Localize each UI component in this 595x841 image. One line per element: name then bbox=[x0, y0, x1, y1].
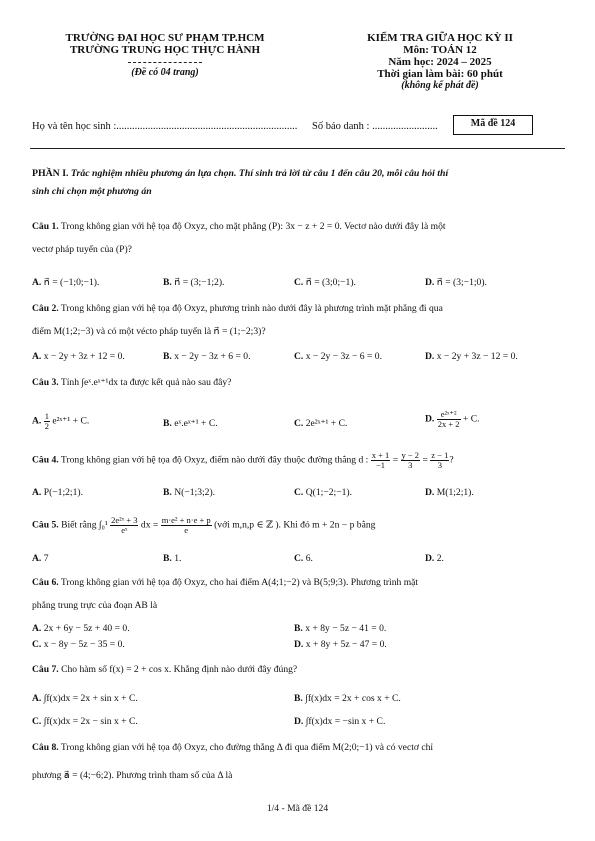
option-letter: A. bbox=[32, 487, 42, 498]
q3-a-fraction bbox=[44, 412, 50, 431]
q1-option-d[interactable] bbox=[425, 277, 487, 289]
q5-fraction-integrand bbox=[110, 516, 138, 535]
option-text: 6. bbox=[305, 553, 313, 564]
option-text: 7 bbox=[43, 553, 49, 564]
q4-fraction-y bbox=[401, 451, 421, 470]
time-note: (không kể phát đề) bbox=[401, 80, 479, 91]
q3-option-b[interactable] bbox=[163, 418, 218, 430]
fraction-numerator: e²ˣ⁺² bbox=[437, 410, 461, 420]
q4-label: Câu 4. bbox=[32, 454, 59, 466]
option-letter: C. bbox=[294, 418, 304, 429]
option-letter: D. bbox=[425, 487, 435, 498]
option-letter: B. bbox=[294, 693, 303, 704]
option-letter: C. bbox=[294, 351, 304, 362]
q5-option-a[interactable] bbox=[32, 553, 49, 565]
q2-label: Câu 2. bbox=[32, 303, 59, 314]
q3-option-c[interactable] bbox=[294, 418, 347, 430]
fraction-denominator: 3 bbox=[408, 460, 413, 470]
q3-text: Tính ∫eˣ.eˣ⁺¹dx ta được kết quả nào sau đây? bbox=[60, 377, 232, 388]
option-text: eˣ.eˣ⁺¹ + C. bbox=[174, 418, 218, 429]
option-text: n⃗ = (3;−1;2). bbox=[174, 277, 225, 288]
q5-label: Câu 5. bbox=[32, 519, 59, 531]
option-text: 1. bbox=[174, 553, 182, 564]
fraction-denominator: e bbox=[184, 525, 189, 535]
q1-text-1: Trong không gian với hệ tọa độ Oxyz, cho mặt phẳng (P): 3x − z + 2 = 0. Vectơ nào dưới đây là một bbox=[60, 221, 446, 232]
q4-option-c[interactable] bbox=[294, 487, 352, 499]
q2-option-c[interactable] bbox=[294, 351, 382, 363]
exam-code-box: Mã đề 124 bbox=[453, 115, 533, 135]
fraction-denominator: 3 bbox=[437, 460, 442, 470]
option-letter: B. bbox=[163, 418, 172, 429]
q1-option-a[interactable] bbox=[32, 277, 99, 289]
q3-option-a[interactable] bbox=[32, 412, 89, 431]
option-text: x + 8y − 5z − 41 = 0. bbox=[305, 623, 387, 634]
exam-time: Thời gian làm bài: 60 phút bbox=[377, 68, 503, 80]
option-text: 2x + 6y − 5z + 40 = 0. bbox=[43, 623, 130, 634]
q6-option-a[interactable] bbox=[32, 623, 130, 635]
student-id-field: Số báo danh : ......................... bbox=[312, 121, 438, 132]
q4-option-a[interactable] bbox=[32, 487, 83, 499]
option-text: + C. bbox=[462, 413, 480, 425]
q5-dx: dx = bbox=[140, 519, 159, 531]
option-text: ∫f(x)dx = 2x + sin x + C. bbox=[43, 693, 138, 704]
q4-fraction-z bbox=[430, 451, 449, 470]
header-divider bbox=[30, 148, 565, 149]
option-text: ∫f(x)dx = 2x − sin x + C. bbox=[43, 716, 138, 727]
fraction-numerator: x + 1 bbox=[371, 450, 390, 460]
option-letter: B. bbox=[294, 623, 303, 634]
q8-label: Câu 8. bbox=[32, 742, 59, 753]
school-year: Năm học: 2024 – 2025 bbox=[388, 56, 492, 68]
option-letter: C. bbox=[294, 553, 304, 564]
fraction-numerator: y − 2 bbox=[401, 450, 420, 460]
q5-option-b[interactable] bbox=[163, 553, 181, 565]
fraction-denominator: −1 bbox=[376, 460, 386, 470]
q1-option-b[interactable] bbox=[163, 277, 224, 289]
q3-option-d[interactable] bbox=[425, 410, 480, 429]
part1-instructions-line2: sinh chỉ chọn một phương án bbox=[32, 186, 152, 197]
question-5 bbox=[32, 516, 592, 535]
fraction-numerator: z − 1 bbox=[431, 450, 449, 460]
fraction-numerator: 1 bbox=[44, 411, 49, 421]
question-1 bbox=[32, 221, 572, 233]
question-6 bbox=[32, 577, 572, 589]
option-text: n⃗ = (3;0;−1). bbox=[305, 277, 356, 288]
q7-option-d[interactable] bbox=[294, 716, 385, 728]
fraction-numerator: m·e² + n·e + p bbox=[161, 515, 211, 525]
q1-text-2: vectơ pháp tuyến của (P)? bbox=[32, 244, 132, 255]
option-text: Q(1;−2;−1). bbox=[305, 487, 352, 498]
q4-option-d[interactable] bbox=[425, 487, 474, 499]
school-name-2: TRƯỜNG TRUNG HỌC THỰC HÀNH bbox=[69, 44, 261, 56]
q2-option-d[interactable] bbox=[425, 351, 518, 363]
q8-text-1: Trong không gian với hệ tọa độ Oxyz, cho đường thẳng Δ đi qua điểm M(2;0;−1) và có vectơ chỉ bbox=[60, 742, 434, 753]
q2-option-b[interactable] bbox=[163, 351, 251, 363]
exam-title: KIỂM TRA GIỮA HỌC KỲ II bbox=[367, 32, 513, 44]
question-3 bbox=[32, 377, 572, 389]
pages-note: (Đề có 04 trang) bbox=[131, 67, 199, 78]
option-letter: D. bbox=[294, 639, 304, 650]
option-letter: C. bbox=[294, 487, 304, 498]
q7-option-b[interactable] bbox=[294, 693, 401, 705]
q6-option-b[interactable] bbox=[294, 623, 386, 635]
option-letter: D. bbox=[425, 277, 435, 288]
option-text: N(−1;3;2). bbox=[174, 487, 216, 498]
question-8 bbox=[32, 742, 572, 754]
option-text: ∫f(x)dx = 2x + cos x + C. bbox=[305, 693, 401, 704]
option-letter: D. bbox=[425, 553, 435, 564]
part1-title: PHẦN I. bbox=[32, 168, 69, 179]
option-text: e²ˣ⁺¹ + C. bbox=[52, 415, 90, 427]
q5-option-c[interactable] bbox=[294, 553, 313, 565]
question-7 bbox=[32, 664, 572, 676]
option-letter: A. bbox=[32, 351, 42, 362]
q6-label: Câu 6. bbox=[32, 577, 59, 588]
option-letter: B. bbox=[163, 351, 172, 362]
q5-text: (với m,n,p ∈ ℤ ). Khi đó m + 2n − p bằng bbox=[214, 519, 376, 531]
q4-text: Trong không gian với hệ tọa độ Oxyz, điểm nào dưới đây thuộc đường thẳng d : bbox=[60, 454, 369, 466]
option-letter: A. bbox=[32, 553, 42, 564]
q4-option-b[interactable] bbox=[163, 487, 215, 499]
q7-label: Câu 7. bbox=[32, 664, 59, 675]
q5-option-d[interactable] bbox=[425, 553, 444, 565]
q6-text-1: Trong không gian với hệ tọa độ Oxyz, cho hai điểm A(4;1;−2) và B(5;9;3). Phương trình mặt bbox=[60, 577, 419, 588]
fraction-numerator: 2e²ˣ + 3 bbox=[111, 515, 138, 525]
q4-fraction-x bbox=[371, 451, 391, 470]
option-letter: C. bbox=[32, 639, 42, 650]
option-text: x + 8y + 5z − 47 = 0. bbox=[305, 639, 387, 650]
q2-text-1: Trong không gian với hệ tọa độ Oxyz, phương trình nào dưới đây là phương trình mặt phẳng đi qua bbox=[60, 303, 443, 314]
fraction-denominator: 2 bbox=[44, 421, 49, 431]
option-letter: A. bbox=[32, 277, 42, 288]
option-letter: D. bbox=[294, 716, 304, 727]
school-name-1: TRƯỜNG ĐẠI HỌC SƯ PHẠM TP.HCM bbox=[65, 32, 265, 44]
q2-text-2: điểm M(1;2;−3) và có một vécto pháp tuyến là n⃗ = (1;−2;3)? bbox=[32, 326, 266, 337]
option-text: x − 8y − 5z − 35 = 0. bbox=[43, 639, 125, 650]
option-text: x − 2y − 3z − 6 = 0. bbox=[305, 351, 383, 362]
q3-d-fraction bbox=[437, 410, 461, 429]
q6-option-d[interactable] bbox=[294, 639, 387, 651]
option-letter: D. bbox=[425, 413, 435, 425]
option-letter: D. bbox=[425, 351, 435, 362]
q5-integral: Biết rằng ∫₀¹ bbox=[61, 519, 108, 531]
page-footer: 1/4 - Mã đề 124 bbox=[266, 803, 329, 814]
header-divider-left bbox=[128, 62, 202, 63]
part1-instructions bbox=[32, 165, 572, 201]
part1-instructions-line1: Trắc nghiệm nhiều phương án lựa chọn. Thí sinh trả lời từ câu 1 đến câu 20, mỗi câu hỏi thí bbox=[70, 168, 449, 179]
option-text: x − 2y − 3z + 6 = 0. bbox=[174, 351, 251, 362]
student-name-field: Họ và tên học sinh :..................................................................... bbox=[32, 121, 298, 132]
q3-label: Câu 3. bbox=[32, 377, 59, 388]
option-letter: A. bbox=[32, 415, 42, 427]
option-text: P(−1;2;1). bbox=[43, 487, 83, 498]
fraction-denominator: eˣ bbox=[121, 525, 128, 535]
q1-option-c[interactable] bbox=[294, 277, 356, 289]
option-text: 2e²ˣ⁺¹ + C. bbox=[305, 418, 348, 429]
option-text: n⃗ = (−1;0;−1). bbox=[43, 277, 100, 288]
option-text: 2. bbox=[436, 553, 444, 564]
option-text: n⃗ = (3;−1;0). bbox=[436, 277, 487, 288]
q6-option-c[interactable] bbox=[32, 639, 125, 651]
q7-option-c[interactable] bbox=[32, 716, 138, 728]
option-text: M(1;2;1). bbox=[436, 487, 474, 498]
option-text: ∫f(x)dx = −sin x + C. bbox=[305, 716, 386, 727]
question-2 bbox=[32, 303, 572, 315]
option-letter: A. bbox=[32, 693, 42, 704]
q7-text: Cho hàm số f(x) = 2 + cos x. Khẳng định nào dưới đây đúng? bbox=[61, 664, 298, 675]
q5-fraction-result bbox=[161, 516, 212, 535]
q8-text-2: phương a⃗ = (4;−6;2). Phương trình tham số của Δ là bbox=[32, 770, 233, 781]
option-letter: B. bbox=[163, 487, 172, 498]
question-4: Câu 4. Trong không gian với hệ tọa độ Oxyz, điểm nào dưới đây thuộc đường thẳng d : $\frac{x + 1}{-1}$ = $\frac{y - 2}{3}$ = $\frac{z - 1}{3}$ ? bbox=[32, 450, 454, 470]
option-letter: B. bbox=[163, 277, 172, 288]
q1-label: Câu 1. bbox=[32, 221, 59, 232]
option-letter: A. bbox=[32, 623, 42, 634]
option-text: x − 2y + 3z − 12 = 0. bbox=[436, 351, 518, 362]
option-text: x − 2y + 3z + 12 = 0. bbox=[43, 351, 125, 362]
fraction-denominator: 2x + 2 bbox=[437, 419, 460, 429]
q2-option-a[interactable] bbox=[32, 351, 125, 363]
q7-option-a[interactable] bbox=[32, 693, 138, 705]
option-letter: C. bbox=[294, 277, 304, 288]
option-letter: C. bbox=[32, 716, 42, 727]
option-letter: B. bbox=[163, 553, 172, 564]
q6-text-2: phẳng trung trực của đoạn AB là bbox=[32, 600, 158, 611]
subject: Môn: TOÁN 12 bbox=[403, 44, 477, 56]
